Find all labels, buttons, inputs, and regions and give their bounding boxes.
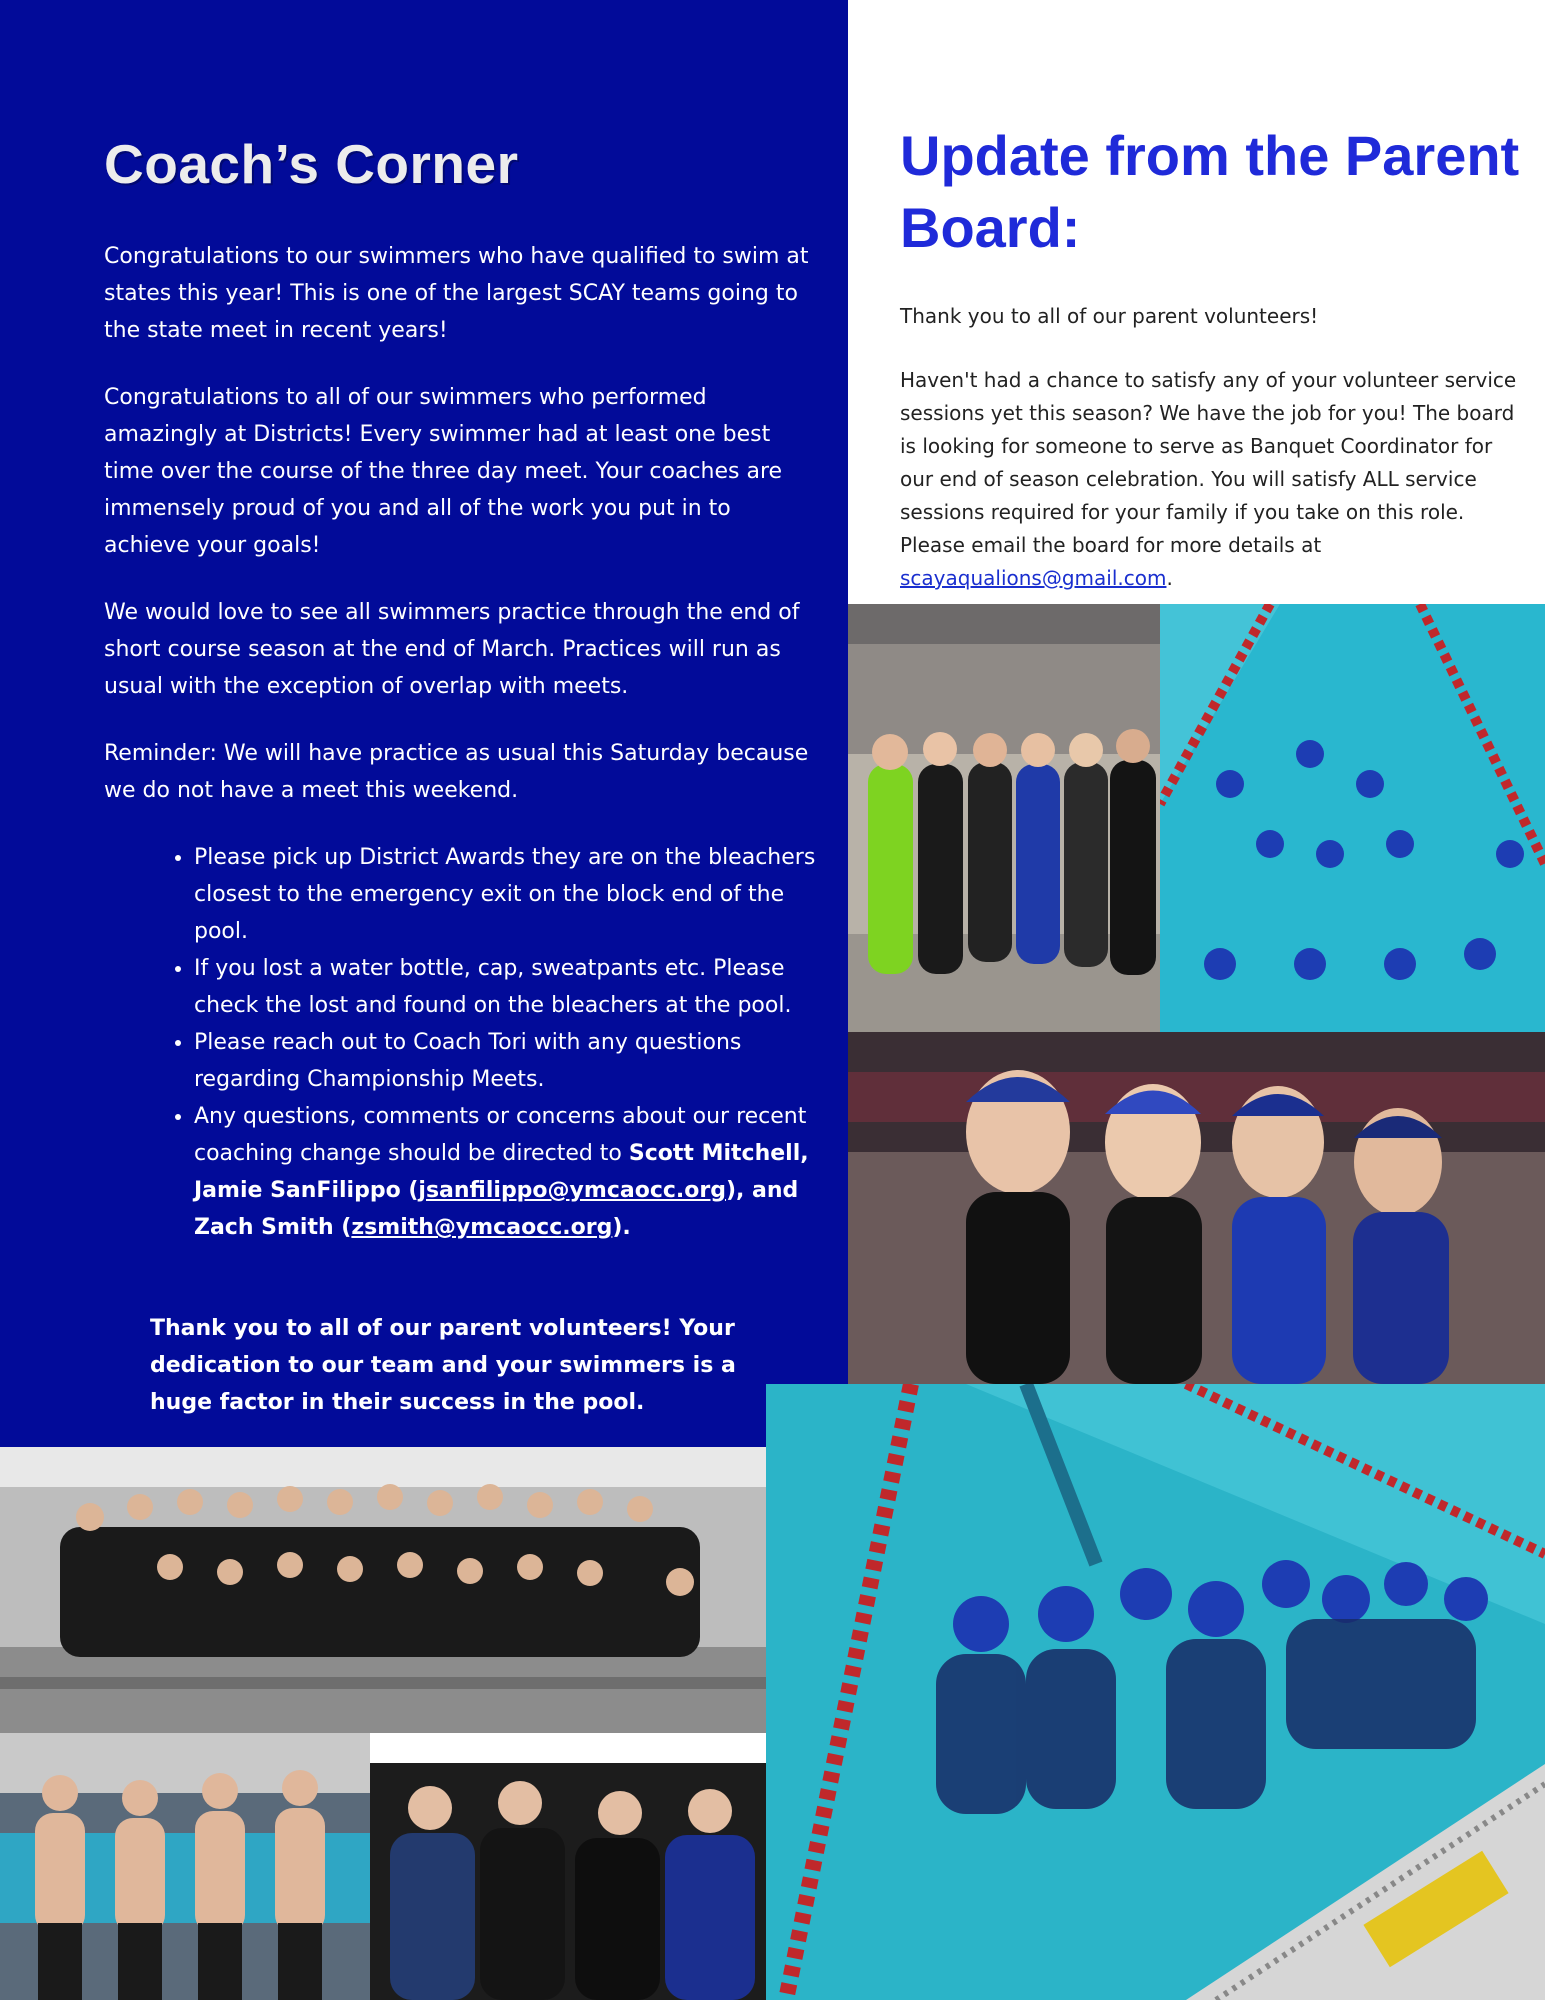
list-item [194, 1098, 822, 1246]
photo-boys-parkas [370, 1763, 766, 2000]
coach-paragraph: Congratulations to our swimmers who have qualified to swim at states this year! This is one of the largest SCAY teams going to the state meet in recent years! [104, 244, 809, 343]
photo-team [0, 1447, 766, 1733]
photo-pool-swimmers [1160, 604, 1545, 1032]
coach-paragraph: Congratulations to all of our swimmers who performed amazingly at Districts! Every swimmer had at least one best time over the course of the three day meet. Your coaches are immensely proud of you and all of the work you put in to achieve your goals! [104, 385, 783, 558]
update-paragraph: Thank you to all of our parent volunteers! [900, 304, 1319, 328]
update-paragraph-end: . [1166, 566, 1173, 590]
coach-paragraph: We would love to see all swimmers practice through the end of short course season at the end of March. Practices will run as usual with the exception of overlap with meets. [104, 600, 800, 699]
list-item-text: Any questions, comments or concerns about our recent coaching change should be directed to [194, 1104, 807, 1166]
contact-end: ). [612, 1215, 631, 1240]
coach-body [104, 238, 822, 1246]
update-body [900, 300, 1520, 626]
contact-names: Scott Mitchell, Jamie SanFilippo ( [194, 1141, 809, 1203]
update-paragraph [900, 364, 1520, 595]
coach-paragraph: Reminder: We will have practice as usual this Saturday because we do not have a meet this weekend. [104, 741, 809, 803]
coach-title: Coach’s Corner [104, 133, 519, 195]
list-item: • If you lost a water bottle, cap, sweatpants etc. Please check the lost and found on the bleachers at the pool. [194, 950, 822, 1024]
update-title: Update from the Parent Board: [900, 124, 1520, 259]
photo-girls-group [848, 604, 1160, 1032]
email-link-smith[interactable]: zsmith@ymcaocc.org [351, 1215, 613, 1240]
thanks-note: Thank you to all of our parent volunteers! Your dedication to our team and your swimmers is a huge factor in their success in the pool. [150, 1316, 736, 1415]
list-item: • Please pick up District Awards they are on the bleachers closest to the emergency exit on the block end of the pool. [194, 839, 822, 950]
board-email-link[interactable]: scayaqualions@gmail.com [900, 566, 1167, 590]
update-paragraph-text: Haven't had a chance to satisfy any of your volunteer service sessions yet this season? We have the job for you! The board is looking for someone to serve as Banquet Coordinator for our end of season celebration. You will satisfy ALL service sessions required for your family if you take on this role. Please email the board for more details at [900, 368, 1517, 557]
email-link-sanfilippo[interactable]: jsanfilippo@ymcaocc.org [418, 1178, 726, 1203]
photo-boys-pool [0, 1733, 370, 2000]
photo-pool-group-large [766, 1384, 1545, 2000]
list-item: • Please reach out to Coach Tori with any questions regarding Championship Meets. [194, 1024, 822, 1098]
reminder-list [104, 839, 822, 1246]
photo-four-swimmers [848, 1032, 1545, 1384]
contact-names: ), and Zach Smith ( [194, 1178, 799, 1240]
